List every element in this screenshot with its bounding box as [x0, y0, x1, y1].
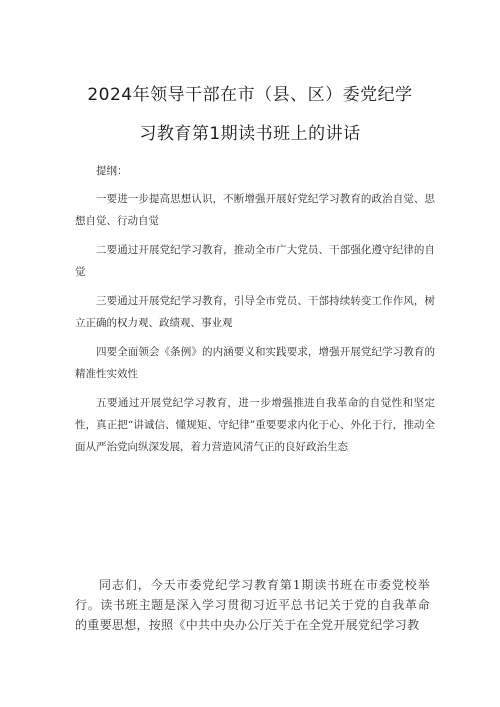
outline-label: 提纲： — [96, 165, 128, 177]
outline-item-2: 二要通过开展党纪学习教育，推动全市广大党员、干部强化遵守纪律的自觉 — [75, 244, 435, 278]
document-title-line-1: 2024年领导干部在市（县、区）委党纪学 — [87, 85, 413, 105]
outline-item-1: 一要进一步提高思想认识，不断增强开展好党纪学习教育的政治自觉、思想自觉、行动自觉 — [75, 193, 435, 227]
outline-section — [75, 160, 435, 465]
outline-item-5: 五要通过开展党纪学习教育，进一步增强推进自我革命的自觉性和坚定性，真正把“讲诚信、懂规矩、守纪律”重要要求内化于心、外化于行，推动全面从严治党向纵深发展，着力营造风清气正的良好政治生态 — [75, 397, 435, 453]
speech-body-paragraph: 同志们，今天市委党纪学习教育第1期读书班在市委党校举行。读书班主题是深入学习贯彻习近平总书记关于党的自我革命的重要思想，按照《中共中央办公厅关于在全党开展党纪学习教 — [75, 578, 430, 632]
outline-item-4: 四要全面领会《条例》的内涵要义和实践要求，增强开展党纪学习教育的精准性实效性 — [75, 346, 435, 380]
outline-item-3: 三要通过开展党纪学习教育，引导全市党员、干部持续转变工作作风，树立正确的权力观、政绩观、事业观 — [75, 295, 435, 329]
document-title-line-2: 习教育第1期读书班上的讲话 — [139, 124, 361, 144]
